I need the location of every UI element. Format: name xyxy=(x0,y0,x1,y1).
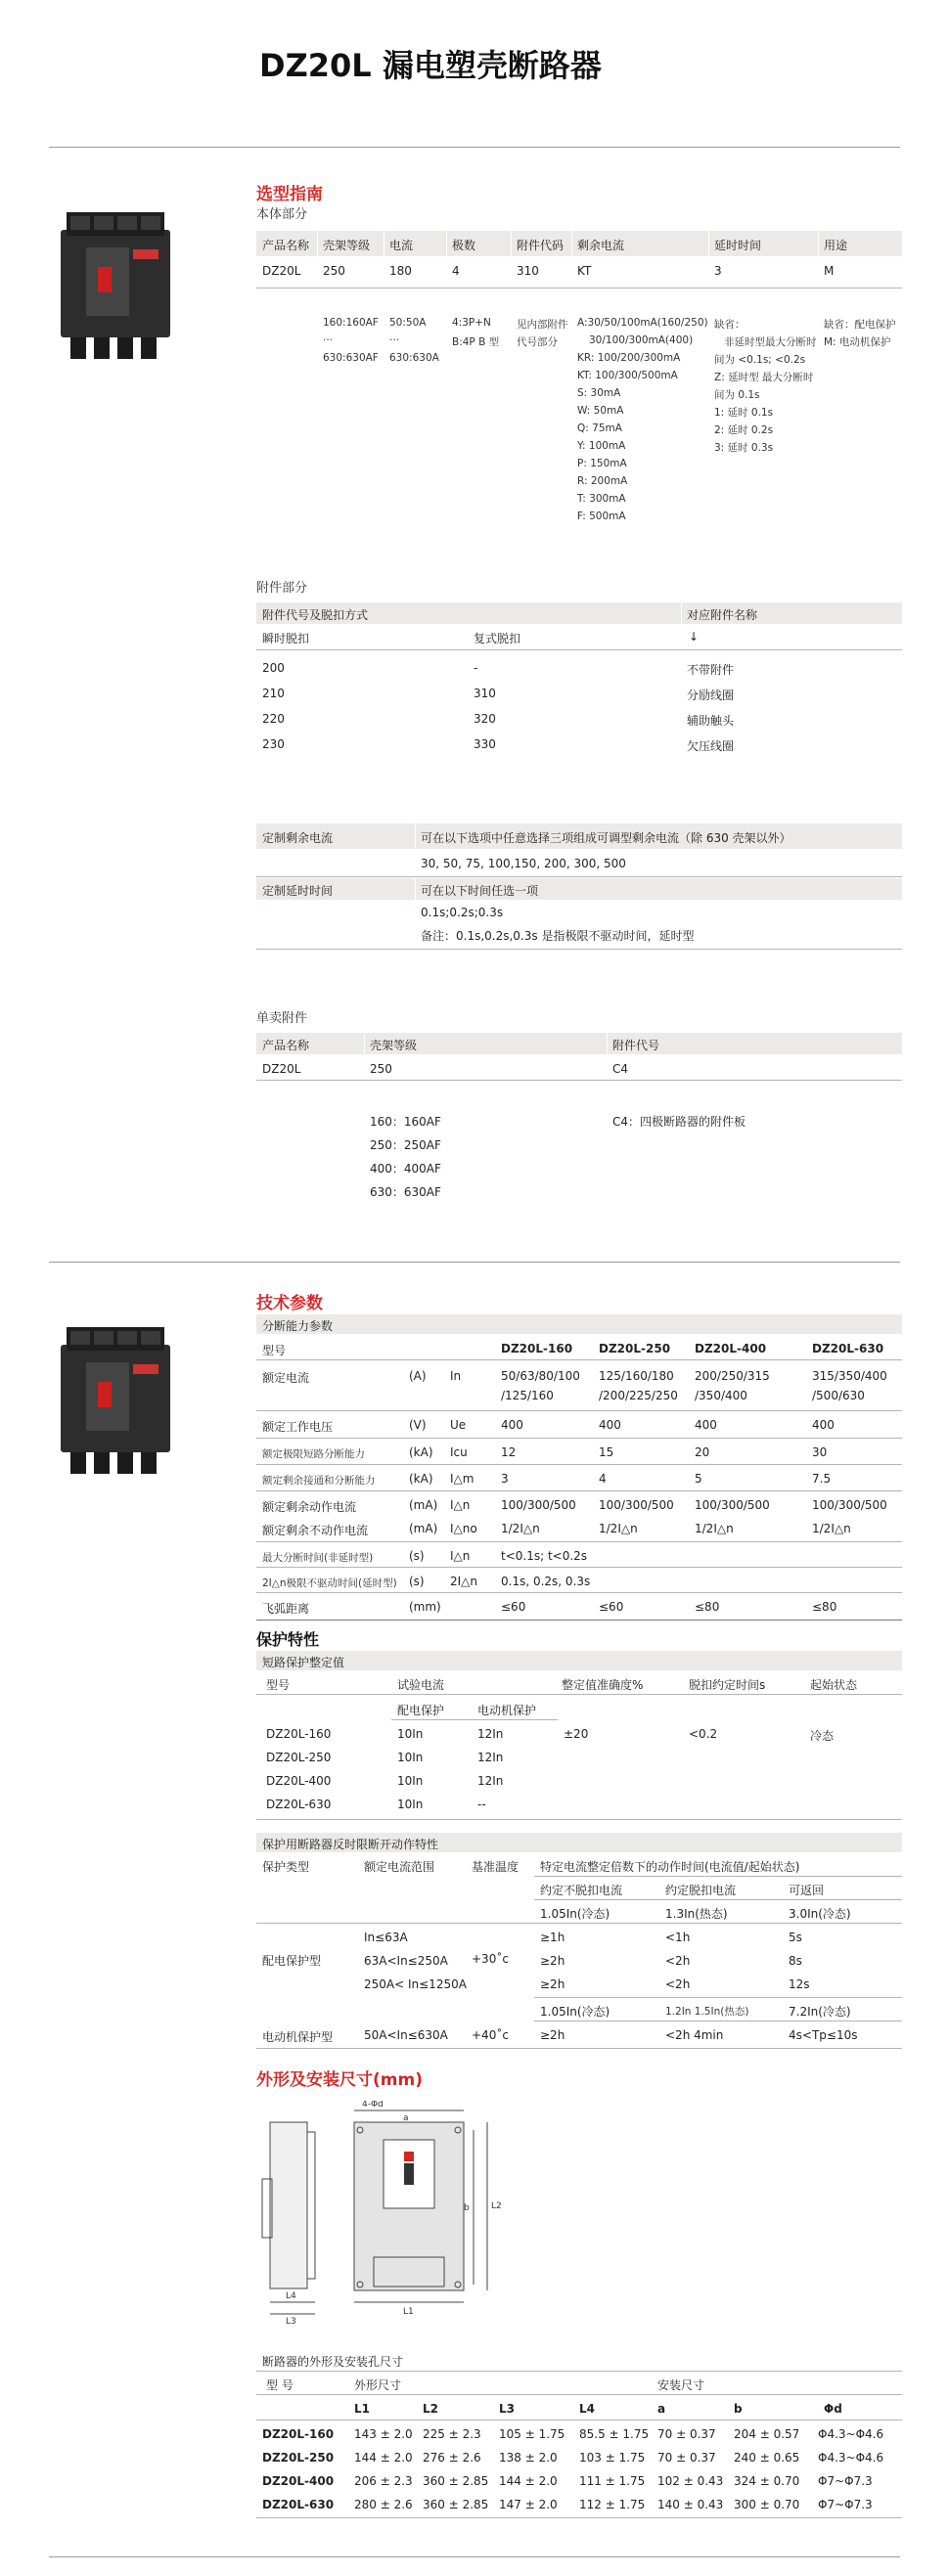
tech-val: 100/300/500 xyxy=(599,1498,674,1512)
dim-model: DZ20L-400 xyxy=(262,2474,335,2488)
tech-model: DZ20L-160 xyxy=(501,1342,573,1355)
short-h: 脱扣约定时间s xyxy=(689,1678,766,1692)
dim-cell: 111 ± 1.75 xyxy=(579,2474,646,2488)
dist-trip: <1h xyxy=(665,1931,691,1944)
tech-row-unit: (s) xyxy=(409,1549,425,1563)
tech-row-sym: In xyxy=(450,1369,462,1383)
acc-row-name: 辅助触头 xyxy=(687,714,735,728)
dim-cell: Φ7~Φ7.3 xyxy=(818,2474,873,2488)
single-h-acc: 附件代号 xyxy=(612,1039,660,1052)
inv-sub: 约定不脱扣电流 xyxy=(540,1884,623,1897)
single-header-bar xyxy=(256,1033,902,1054)
motor-sub: 1.2In 1.5In(热态) xyxy=(665,2006,749,2018)
dim-cell: 138 ± 2.0 xyxy=(499,2451,558,2465)
dim-label-l4: L4 xyxy=(286,2291,296,2301)
tech-row-sym: I△m xyxy=(450,1472,474,1486)
dim-h2: b xyxy=(734,2402,743,2416)
tech-val: 20 xyxy=(695,1445,710,1459)
sel-v-accessory: 310 xyxy=(517,264,539,278)
single-h-frame: 壳架等级 xyxy=(370,1039,418,1052)
single-frame-note: 400：400AF xyxy=(370,1162,441,1176)
single-h-product: 产品名称 xyxy=(262,1039,310,1052)
acc-row-instant: 220 xyxy=(262,712,285,726)
sel-v-use: M xyxy=(824,264,835,278)
tech-model: DZ20L-400 xyxy=(695,1342,767,1355)
dim-cell: 102 ± 0.43 xyxy=(657,2474,724,2488)
dim-cell: 360 ± 2.85 xyxy=(423,2474,489,2488)
motor-type: 电动机保护型 xyxy=(262,2030,334,2044)
short-bar xyxy=(256,1651,902,1670)
residual-note: Q: 75mA xyxy=(577,422,622,434)
dist-trip: <2h xyxy=(665,1977,691,1991)
sel-v-product: DZ20L xyxy=(262,264,301,278)
tech-val: 200/250/315 xyxy=(695,1369,770,1383)
tech-val: 1/2I△n xyxy=(695,1522,734,1535)
tech-row-name: 额定剩余接通和分断能力 xyxy=(262,1475,376,1487)
arrow-down-icon: ↓ xyxy=(689,630,700,644)
short-model: DZ20L-400 xyxy=(266,1774,332,1788)
sel-v-residual: KT xyxy=(577,264,592,278)
divider xyxy=(49,147,900,148)
breaking-bar xyxy=(256,1314,902,1334)
page-title: DZ20L 漏电塑壳断路器 xyxy=(259,47,602,84)
dim-cell: 144 ± 2.0 xyxy=(499,2474,558,2488)
tech-val: 7.5 xyxy=(812,1472,832,1486)
dim-h2: L3 xyxy=(499,2402,515,2416)
short-time: <0.2 xyxy=(689,1727,718,1741)
tech-val: 5 xyxy=(695,1472,702,1486)
tech-row-name: 额定电流 xyxy=(262,1371,310,1385)
delay-note: 3: 延时 0.3s xyxy=(714,442,774,454)
short-model: DZ20L-630 xyxy=(266,1798,332,1811)
dim-label-l2: L2 xyxy=(491,2201,502,2211)
tech-val: 1/2I△n xyxy=(501,1522,540,1535)
tech-val: /125/160 xyxy=(501,1389,554,1402)
frame-note: 160:160AF xyxy=(323,317,379,329)
acc-row-name: 欠压线圈 xyxy=(687,739,735,753)
dim-cell: 204 ± 0.57 xyxy=(734,2427,800,2441)
acc-note: 见内部附件 xyxy=(517,319,568,331)
use-note: M: 电动机保护 xyxy=(824,336,891,348)
tech-val: t<0.1s; t<0.2s xyxy=(501,1549,588,1563)
tech-val: 15 xyxy=(599,1445,614,1459)
motor-notrip: ≥2h xyxy=(540,2028,565,2042)
tech-val: 400 xyxy=(812,1418,835,1432)
dim-label-b: b xyxy=(464,2203,470,2213)
acc-row-name: 分励线圈 xyxy=(687,688,735,702)
sel-h-accessory: 附件代码 xyxy=(517,239,565,252)
tech-row-unit: (mm) xyxy=(409,1600,441,1614)
short-label: 短路保护整定值 xyxy=(262,1656,345,1669)
tech-val: /350/400 xyxy=(695,1389,747,1402)
residual-note: W: 50mA xyxy=(577,405,624,417)
single-label: 单卖附件 xyxy=(256,1011,308,1026)
dim-cell: Φ4.3~Φ4.6 xyxy=(818,2451,884,2465)
tech-val: /200/225/250 xyxy=(599,1389,678,1402)
short-state: 冷态 xyxy=(810,1729,835,1743)
tech-val: 4 xyxy=(599,1472,607,1486)
acc-row-compound: 320 xyxy=(474,712,496,726)
dim-label-l1: L1 xyxy=(403,2307,414,2317)
short-accuracy: ±20 xyxy=(564,1727,589,1741)
dist-trip: <2h xyxy=(665,1954,691,1968)
dim-cell: 112 ± 1.75 xyxy=(579,2498,646,2511)
tech-val: 3 xyxy=(501,1472,509,1486)
tech-row-unit: (s) xyxy=(409,1575,425,1588)
dim-cell: 70 ± 0.37 xyxy=(657,2451,716,2465)
inv-sub: 约定脱扣电流 xyxy=(665,1884,737,1897)
dim-table-label: 断路器的外形及安装孔尺寸 xyxy=(262,2355,404,2369)
current-note: 630:630A xyxy=(389,352,439,364)
inv-label: 保护用断路器反时限断开动作特性 xyxy=(262,1838,439,1851)
residual-note: T: 300mA xyxy=(577,493,626,505)
motor-trip: <2h 4min xyxy=(665,2028,724,2042)
dim-model: DZ20L-160 xyxy=(262,2427,335,2441)
residual-note: Y: 100mA xyxy=(577,440,626,452)
residual-note: KR: 100/200/300mA xyxy=(577,352,681,364)
delay-note: 间为 <0.1s; <0.2s xyxy=(714,354,806,366)
tech-val: 400 xyxy=(501,1418,523,1432)
tech-val: ≤80 xyxy=(695,1600,720,1614)
dim-cell: 280 ± 2.6 xyxy=(354,2498,413,2511)
tech-val: 315/350/400 xyxy=(812,1369,887,1383)
residual-note: F: 500mA xyxy=(577,511,626,522)
motor-temp: +40˚c xyxy=(472,2028,509,2042)
short-h: 试验电流 xyxy=(397,1678,445,1692)
tech-row-unit: (mA) xyxy=(409,1498,438,1512)
inv-sub2: 1.05In(冷态) xyxy=(540,1907,610,1921)
dim-cell: 324 ± 0.70 xyxy=(734,2474,800,2488)
sel-h-frame: 壳架等级 xyxy=(323,239,371,252)
motor-range: 50A<In≤630A xyxy=(364,2028,448,2042)
protection-heading: 保护特性 xyxy=(256,1630,320,1649)
short-h: 整定值准确度% xyxy=(562,1678,644,1692)
dim-h1: 外形尺寸 xyxy=(354,2378,402,2392)
tech-val: ≤60 xyxy=(599,1600,624,1614)
dim-model: DZ20L-250 xyxy=(262,2451,335,2465)
tech-val: 1/2I△n xyxy=(812,1522,851,1535)
custom-delay-values: 0.1s;0.2s;0.3s xyxy=(421,906,504,919)
dim-h2: a xyxy=(657,2402,666,2416)
dim-label-a: a xyxy=(403,2113,409,2123)
delay-note: 缺省： xyxy=(714,319,746,331)
inv-h: 基准温度 xyxy=(472,1860,520,1874)
custom-delay-text: 可在以下时间任选一项 xyxy=(421,884,539,898)
short-dist: 10In xyxy=(397,1774,424,1788)
dist-range: 250A< In≤1250A xyxy=(364,1977,467,1991)
inv-sub2: 3.0In(冷态) xyxy=(789,1907,851,1921)
tech-val: 1/2I△n xyxy=(599,1522,638,1535)
dim-h2: L4 xyxy=(579,2402,595,2416)
tech-val: 125/160/180 xyxy=(599,1369,674,1383)
dim-h2: L2 xyxy=(423,2402,438,2416)
sel-h-product: 产品名称 xyxy=(262,239,310,252)
breaking-label: 分断能力参数 xyxy=(262,1319,334,1333)
motor-sub: 1.05In(冷态) xyxy=(540,2005,610,2019)
dim-model: DZ20L-630 xyxy=(262,2498,335,2511)
single-acc-note: C4：四极断路器的附件板 xyxy=(612,1115,746,1129)
tech-row-sym: I△no xyxy=(450,1522,477,1535)
dist-notrip: ≥2h xyxy=(540,1954,565,1968)
tech-row-name: 额定极限短路分断能力 xyxy=(262,1448,365,1460)
acc-row-instant: 210 xyxy=(262,687,285,700)
single-v-frame: 250 xyxy=(370,1062,392,1076)
dim-h2: L1 xyxy=(354,2402,370,2416)
custom-residual-values: 30, 50, 75, 100,150, 200, 300, 500 xyxy=(421,857,626,870)
pole-note: B:4P B 型 xyxy=(452,336,500,348)
tech-row-unit: (A) xyxy=(409,1369,427,1383)
dim-cell: 143 ± 2.0 xyxy=(354,2427,413,2441)
short-model: DZ20L-160 xyxy=(266,1727,332,1741)
dim-cell: Φ4.3~Φ4.6 xyxy=(818,2427,884,2441)
acc-row-compound: - xyxy=(474,661,478,675)
dim-cell: Φ7~Φ7.3 xyxy=(818,2498,873,2511)
acc-h1: 附件代号及脱扣方式 xyxy=(262,608,369,622)
custom-delay-note: 备注：0.1s,0.2s,0.3s 是指极限不驱动时间，延时型 xyxy=(421,929,695,943)
short-model: DZ20L-250 xyxy=(266,1751,332,1764)
tech-row-name: 飞弧距离 xyxy=(262,1602,310,1616)
dist-notrip: ≥1h xyxy=(540,1931,565,1944)
dist-return: 5s xyxy=(789,1931,802,1944)
tech-row-name: 额定工作电压 xyxy=(262,1420,334,1434)
delay-note: 间为 0.1s xyxy=(714,389,760,401)
tech-heading: 技术参数 xyxy=(256,1294,323,1313)
tech-val: ≤80 xyxy=(812,1600,837,1614)
sel-h-use: 用途 xyxy=(824,239,848,252)
dim-cell: 103 ± 1.75 xyxy=(579,2451,646,2465)
short-sub: 电动机保护 xyxy=(477,1704,537,1717)
tech-val: 400 xyxy=(599,1418,621,1432)
acc-row-instant: 230 xyxy=(262,737,285,751)
dist-type: 配电保护型 xyxy=(262,1954,322,1968)
dim-cell: 276 ± 2.6 xyxy=(423,2451,481,2465)
dim-cell: 105 ± 1.75 xyxy=(499,2427,565,2441)
tech-row-name: 额定剩余不动作电流 xyxy=(262,1524,369,1537)
short-sub: 配电保护 xyxy=(397,1704,445,1717)
sel-v-delay: 3 xyxy=(714,264,722,278)
divider xyxy=(49,1262,900,1263)
delay-note: 1: 延时 0.1s xyxy=(714,407,774,419)
acc-row-name: 不带附件 xyxy=(687,663,735,677)
residual-note: KT: 100/300/500mA xyxy=(577,370,678,381)
tech-val: 100/300/500 xyxy=(695,1498,770,1512)
tech-row-sym: 2I△n xyxy=(450,1575,478,1588)
inv-h: 特定电流整定倍数下的动作时间(电流值/起始状态) xyxy=(540,1860,800,1874)
dim-cell: 300 ± 0.70 xyxy=(734,2498,800,2511)
tech-row-unit: (kA) xyxy=(409,1472,433,1486)
residual-note: S: 30mA xyxy=(577,387,621,399)
accessory-label: 附件部分 xyxy=(256,581,308,596)
custom-r2-bar xyxy=(256,878,902,900)
tech-val: 100/300/500 xyxy=(501,1498,576,1512)
tech-row-sym: Ue xyxy=(450,1418,467,1432)
dim-cell: 140 ± 0.43 xyxy=(657,2498,724,2511)
dim-h1: 型 号 xyxy=(266,2378,294,2392)
single-v-product: DZ20L xyxy=(262,1062,301,1076)
short-motor: 12In xyxy=(477,1751,504,1764)
tech-val: 12 xyxy=(501,1445,517,1459)
dim-label-phi-d: 4-Φd xyxy=(362,2101,384,2110)
tech-row-unit: (V) xyxy=(409,1418,427,1432)
motor-sub: 7.2In(冷态) xyxy=(789,2005,851,2019)
sel-v-current: 180 xyxy=(389,264,412,278)
tech-row-sym: I△n xyxy=(450,1549,471,1563)
delay-note: 非延时型最大分断时 xyxy=(724,336,817,348)
short-motor: -- xyxy=(477,1798,486,1811)
dim-cell: 360 ± 2.85 xyxy=(423,2498,489,2511)
product-image-1 xyxy=(49,200,186,362)
frame-note: 630:630AF xyxy=(323,352,379,364)
dist-range: In≤63A xyxy=(364,1931,408,1944)
tech-row-sym: I△n xyxy=(450,1498,471,1512)
short-dist: 10In xyxy=(397,1727,424,1741)
inv-h: 额定电流范围 xyxy=(364,1860,435,1874)
sel-v-frame: 250 xyxy=(323,264,345,278)
dist-return: 12s xyxy=(789,1977,810,1991)
current-note: 50:50A xyxy=(389,317,427,329)
dim-h1: 安装尺寸 xyxy=(657,2378,705,2392)
inv-sub: 可返回 xyxy=(789,1884,825,1897)
short-h: 型号 xyxy=(266,1678,291,1692)
short-motor: 12In xyxy=(477,1727,504,1741)
inv-h: 保护类型 xyxy=(262,1860,310,1874)
tech-row-name: 额定剩余动作电流 xyxy=(262,1500,357,1514)
delay-note: 2: 延时 0.2s xyxy=(714,424,774,436)
dim-cell: 240 ± 0.65 xyxy=(734,2451,800,2465)
tech-row-sym: Icu xyxy=(450,1445,468,1459)
residual-note: 30/100/300mA(400) xyxy=(589,334,694,346)
tech-val: 100/300/500 xyxy=(812,1498,887,1512)
acc-sub-instant: 瞬时脱扣 xyxy=(262,632,310,645)
sel-v-poles: 4 xyxy=(452,264,460,278)
tech-val: 50/63/80/100 xyxy=(501,1369,580,1383)
custom-delay-label: 定制延时时间 xyxy=(262,884,334,898)
tech-model: DZ20L-250 xyxy=(599,1342,671,1355)
short-h: 起始状态 xyxy=(810,1678,858,1692)
tech-model-label: 型号 xyxy=(262,1344,287,1357)
tech-row-name: 2I△n极限不驱动时间(延时型) xyxy=(262,1577,397,1589)
acc-sub-compound: 复式脱扣 xyxy=(474,632,521,645)
use-note: 缺省：配电保护 xyxy=(824,319,896,331)
dim-cell: 147 ± 2.0 xyxy=(499,2498,558,2511)
custom-residual-text: 可在以下选项中任意选择三项组成可调型剩余电流（除 630 壳架以外） xyxy=(421,831,791,845)
tech-row-unit: (mA) xyxy=(409,1522,438,1535)
tech-model: DZ20L-630 xyxy=(812,1342,884,1355)
residual-note: A:30/50/100mA(160/250) xyxy=(577,317,708,329)
divider xyxy=(49,2556,900,2557)
tech-row-name: 最大分断时间(非延时型) xyxy=(262,1552,374,1564)
acc-note: 代号部分 xyxy=(517,336,558,348)
sel-h-poles: 极数 xyxy=(452,239,476,252)
single-frame-note: 250：250AF xyxy=(370,1138,441,1152)
sel-h-delay: 延时时间 xyxy=(714,239,762,252)
dim-cell: 206 ± 2.3 xyxy=(354,2474,413,2488)
short-motor: 12In xyxy=(477,1774,504,1788)
dist-notrip: ≥2h xyxy=(540,1977,565,1991)
tech-val: /500/630 xyxy=(812,1389,865,1402)
dim-h2: Φd xyxy=(824,2402,842,2416)
dim-cell: 144 ± 2.0 xyxy=(354,2451,413,2465)
single-frame-note: 160：160AF xyxy=(370,1115,441,1129)
dim-cell: 225 ± 2.3 xyxy=(423,2427,481,2441)
tech-row-unit: (kA) xyxy=(409,1445,433,1459)
dimensions-heading: 外形及安装尺寸(mm) xyxy=(256,2070,423,2090)
tech-val: 400 xyxy=(695,1418,717,1432)
pole-note: 4:3P+N xyxy=(452,317,491,329)
tech-val: 0.1s, 0.2s, 0.3s xyxy=(501,1575,591,1588)
acc-row-compound: 310 xyxy=(474,687,496,700)
dim-label-l3: L3 xyxy=(286,2317,296,2326)
tech-val: ≤60 xyxy=(501,1600,526,1614)
selection-heading: 选型指南 xyxy=(256,185,323,204)
product-image-2 xyxy=(49,1315,186,1477)
sel-h-residual: 剩余电流 xyxy=(577,239,625,252)
motor-return: 4s<Tp≤10s xyxy=(789,2028,858,2042)
dim-cell: 70 ± 0.37 xyxy=(657,2427,716,2441)
residual-note: P: 150mA xyxy=(577,458,627,469)
acc-row-instant: 200 xyxy=(262,661,285,675)
dist-return: 8s xyxy=(789,1954,802,1968)
single-v-acc: C4 xyxy=(612,1062,629,1076)
tech-val: 30 xyxy=(812,1445,828,1459)
delay-note: Z: 延时型 最大分断时 xyxy=(714,372,814,383)
body-label: 本体部分 xyxy=(256,207,308,222)
sel-h-current: 电流 xyxy=(389,239,414,252)
acc-row-compound: 330 xyxy=(474,737,496,751)
dimension-drawing xyxy=(256,2101,511,2326)
residual-note: R: 200mA xyxy=(577,475,628,487)
short-dist: 10In xyxy=(397,1751,424,1764)
dist-range: 63A<In≤250A xyxy=(364,1954,448,1968)
single-frame-note: 630：630AF xyxy=(370,1185,441,1199)
frame-note: ··· xyxy=(323,334,334,346)
dim-cell: 85.5 ± 1.75 xyxy=(579,2427,650,2441)
custom-residual-label: 定制剩余电流 xyxy=(262,831,334,845)
inv-sub2: 1.3In(热态) xyxy=(665,1907,728,1921)
dist-temp: +30˚c xyxy=(472,1952,509,1966)
acc-h2: 对应附件名称 xyxy=(687,608,758,622)
short-dist: 10In xyxy=(397,1798,424,1811)
current-note: ··· xyxy=(389,334,400,346)
